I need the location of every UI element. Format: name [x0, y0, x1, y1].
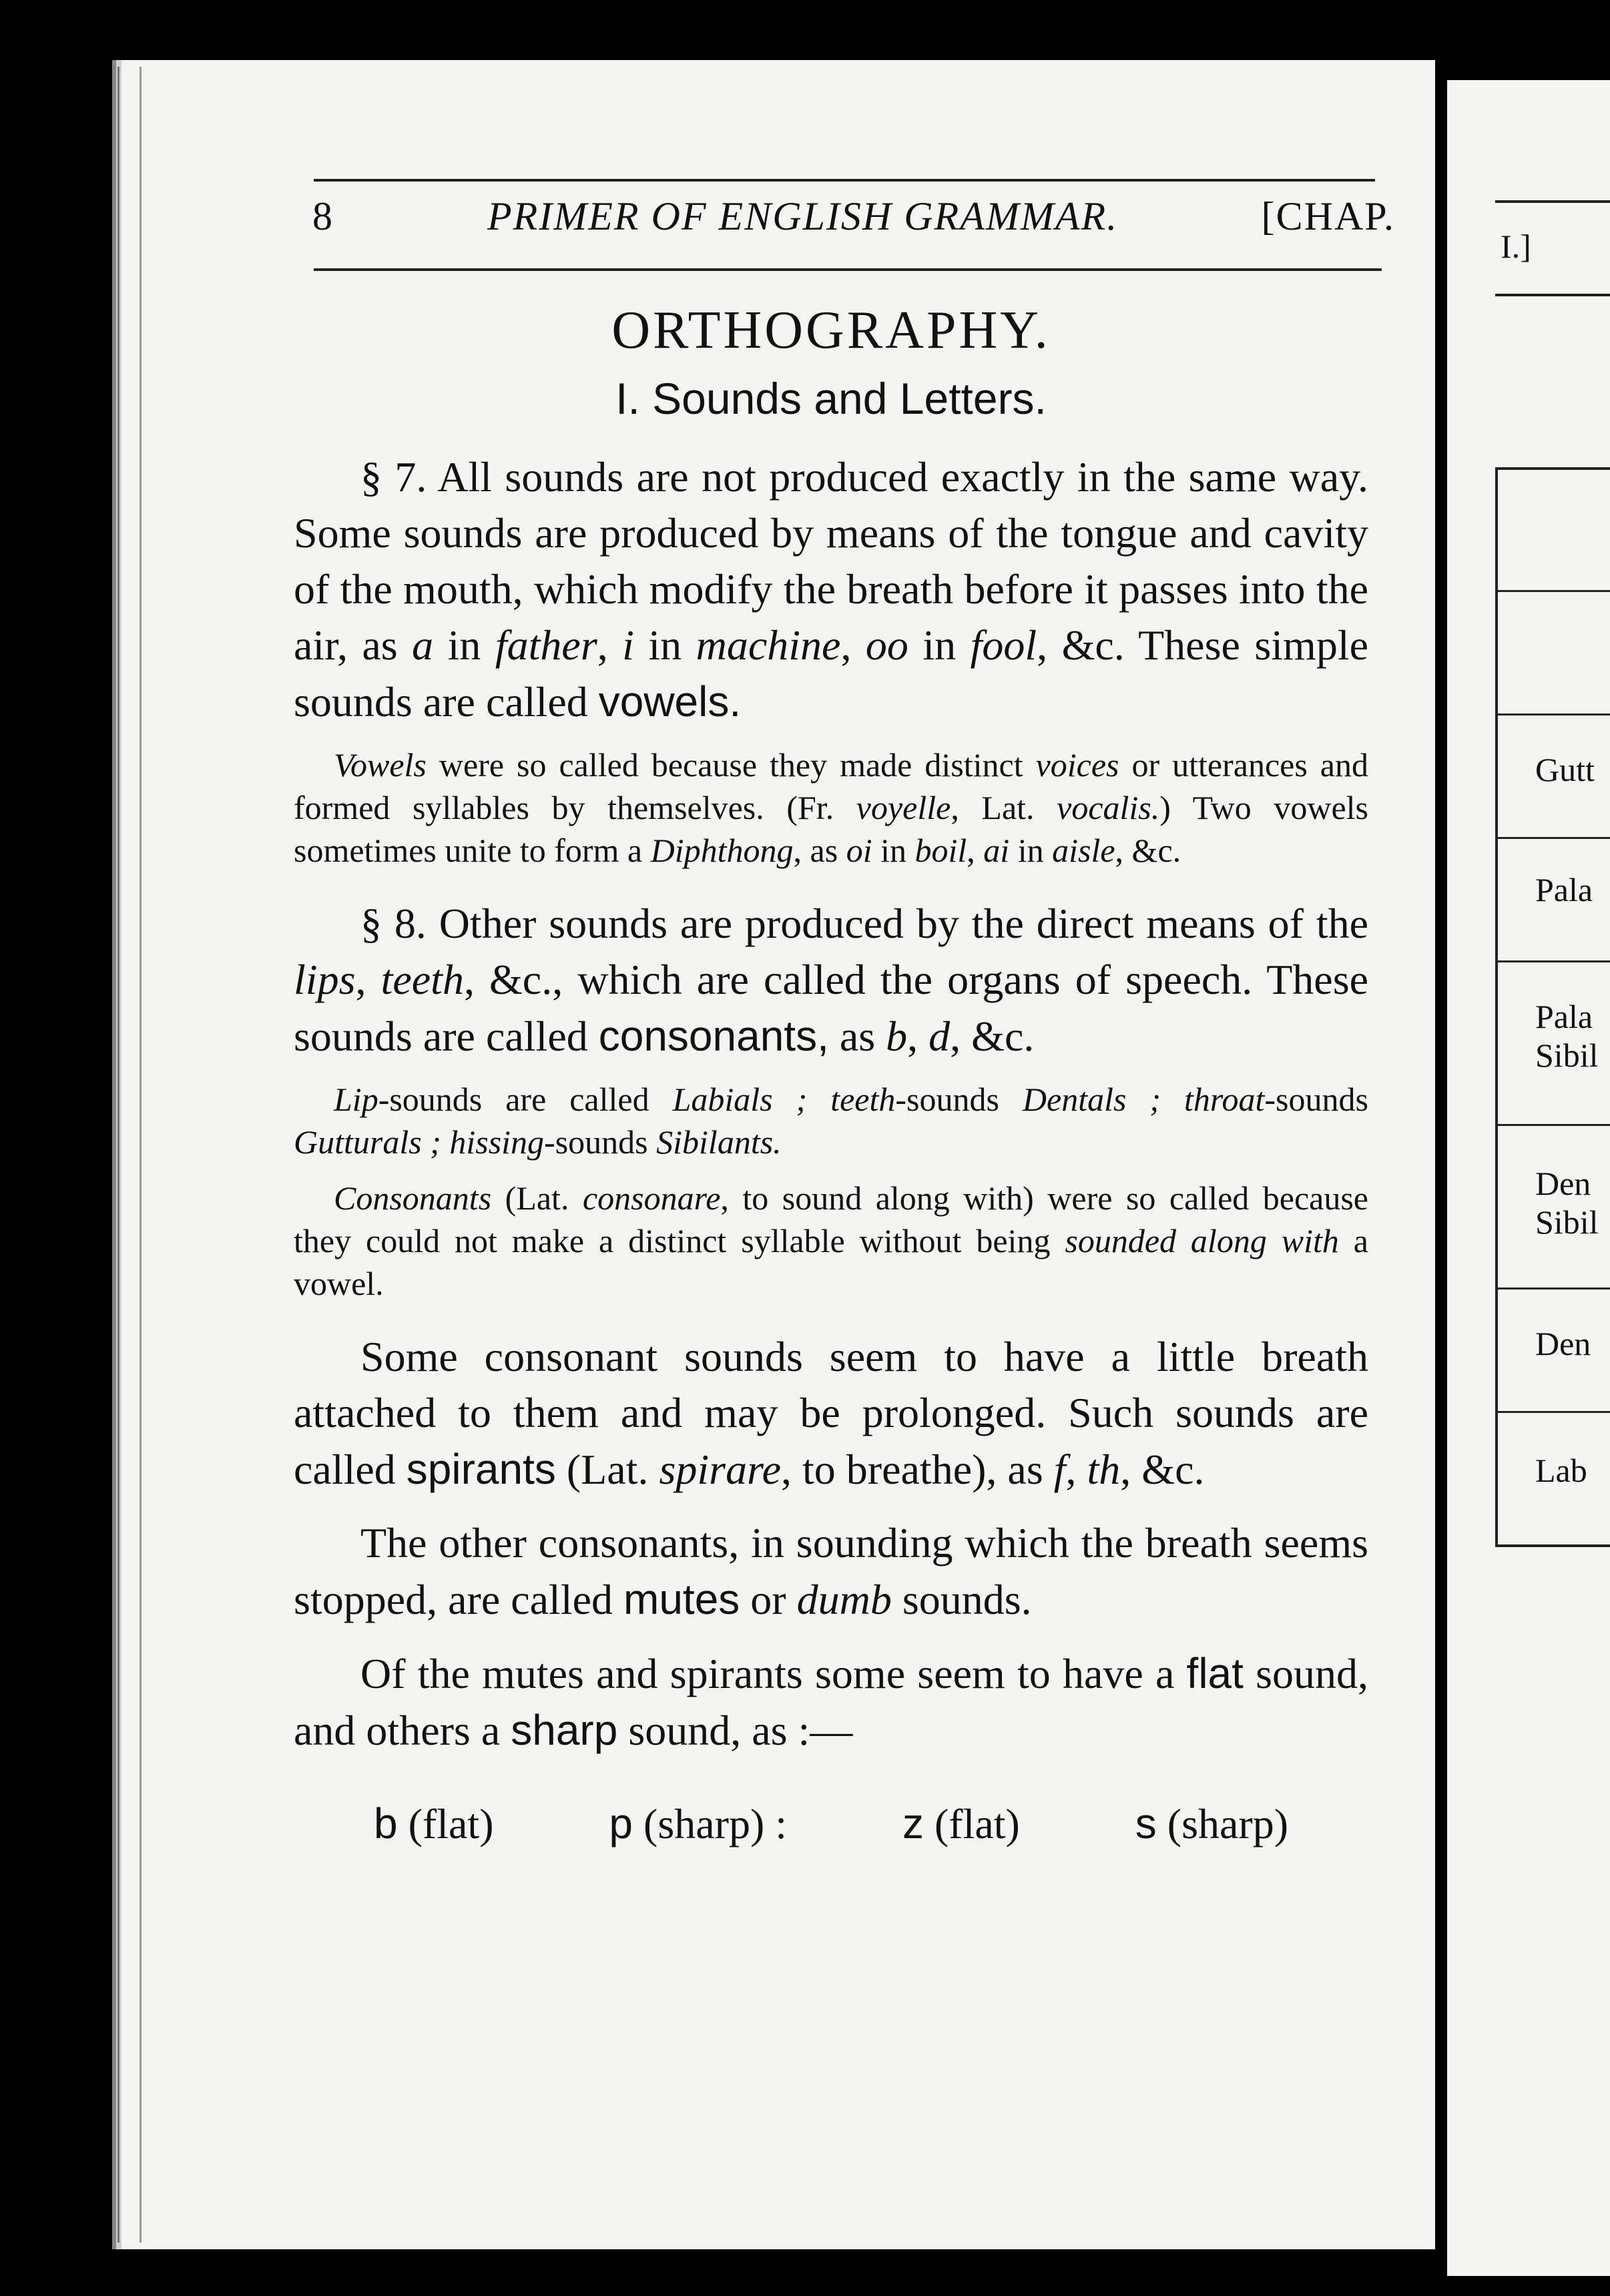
note-organs: Lip-sounds are called Labials ; teeth-sounds Dentals ; throat-sounds Gutturals ; hissing-sounds Sibilants. — [294, 1081, 1368, 1161]
section-title: ORTHOGRAPHY. — [611, 301, 1051, 360]
subsection-number: I. — [615, 374, 640, 423]
table-row-label: Pala — [1535, 871, 1593, 908]
paragraph-8: § 8. Other sounds are produced by the direct means of the lips, teeth, &c., which are called the organs of speech. These sounds are called consonants, as b, d, &c. — [294, 900, 1369, 1060]
header-rule-bottom — [314, 268, 1382, 271]
term-flat: flat — [1186, 1649, 1244, 1697]
paragraph-flat-sharp: Of the mutes and spirants some seem to have a flat sound, and others a sharp sound, as :— — [294, 1649, 1369, 1754]
term-spirants: spirants — [406, 1445, 556, 1493]
consonant-table-fragment — [1495, 467, 1610, 1547]
subsection-heading: Sounds and Letters. — [652, 374, 1047, 423]
paragraph-7: § 7. All sounds are not produced exactly in the same way. Some sounds are produced by means of the tongue and cavity of the mouth, which modify the breath before it passes into the air, as a in father, i in machine, oo in fool, &c. These simple sounds are called vowels. — [294, 453, 1369, 726]
table-row-label: Den — [1535, 1325, 1591, 1362]
right-header-rule-top — [1495, 200, 1610, 203]
table-row-label: Den Sibil — [1535, 1165, 1599, 1241]
page-content — [294, 300, 1368, 1849]
running-title: PRIMER OF ENGLISH GRAMMAR. — [487, 194, 1119, 238]
example-item: p (sharp) : — [609, 1799, 788, 1847]
flat-sharp-examples — [374, 1799, 1288, 1849]
example-item: z (flat) — [902, 1799, 1020, 1847]
example-item: b (flat) — [374, 1799, 494, 1847]
page-edges — [117, 67, 142, 2243]
table-row-label: Lab — [1535, 1452, 1587, 1489]
table-row-label: Pala Sibil — [1535, 998, 1599, 1074]
page-number: 8 — [312, 194, 332, 238]
right-chapter-ref: I.] — [1501, 228, 1531, 265]
term-vowels: vowels. — [598, 677, 742, 726]
term-mutes: mutes — [623, 1575, 740, 1623]
subsection-title — [294, 373, 1368, 424]
example-item: s (sharp) — [1135, 1799, 1288, 1847]
table-row-label: Gutt — [1535, 751, 1595, 788]
term-sharp: sharp — [511, 1706, 618, 1754]
note-consonants: Consonants (Lat. consonare, to sound along with) were so called because they could not make a distinct syllable without being sounded along with a vowel. — [294, 1179, 1368, 1302]
chapter-marker: [CHAP. — [1261, 194, 1395, 238]
paragraph-spirants: Some consonant sounds seem to have a little breath attached to them and may be prolonged. Such sounds are called spirants (Lat. spirare, to breathe), as f, th, &c. — [294, 1333, 1368, 1493]
term-consonants: consonants, — [598, 1012, 829, 1060]
paragraph-mutes: The other consonants, in sounding which the breath seems stopped, are called mutes or dumb sounds. — [294, 1519, 1368, 1623]
right-header-rule-bottom — [1495, 294, 1610, 296]
header-rule-top — [314, 179, 1375, 182]
note-vowels: Vowels were so called because they made distinct voices or utterances and formed syllables by themselves. (Fr. voyelle, Lat. vocalis.) Two vowels sometimes unite to form a Diphthong, as oi in boil, ai in aisle, &c. — [294, 746, 1368, 869]
